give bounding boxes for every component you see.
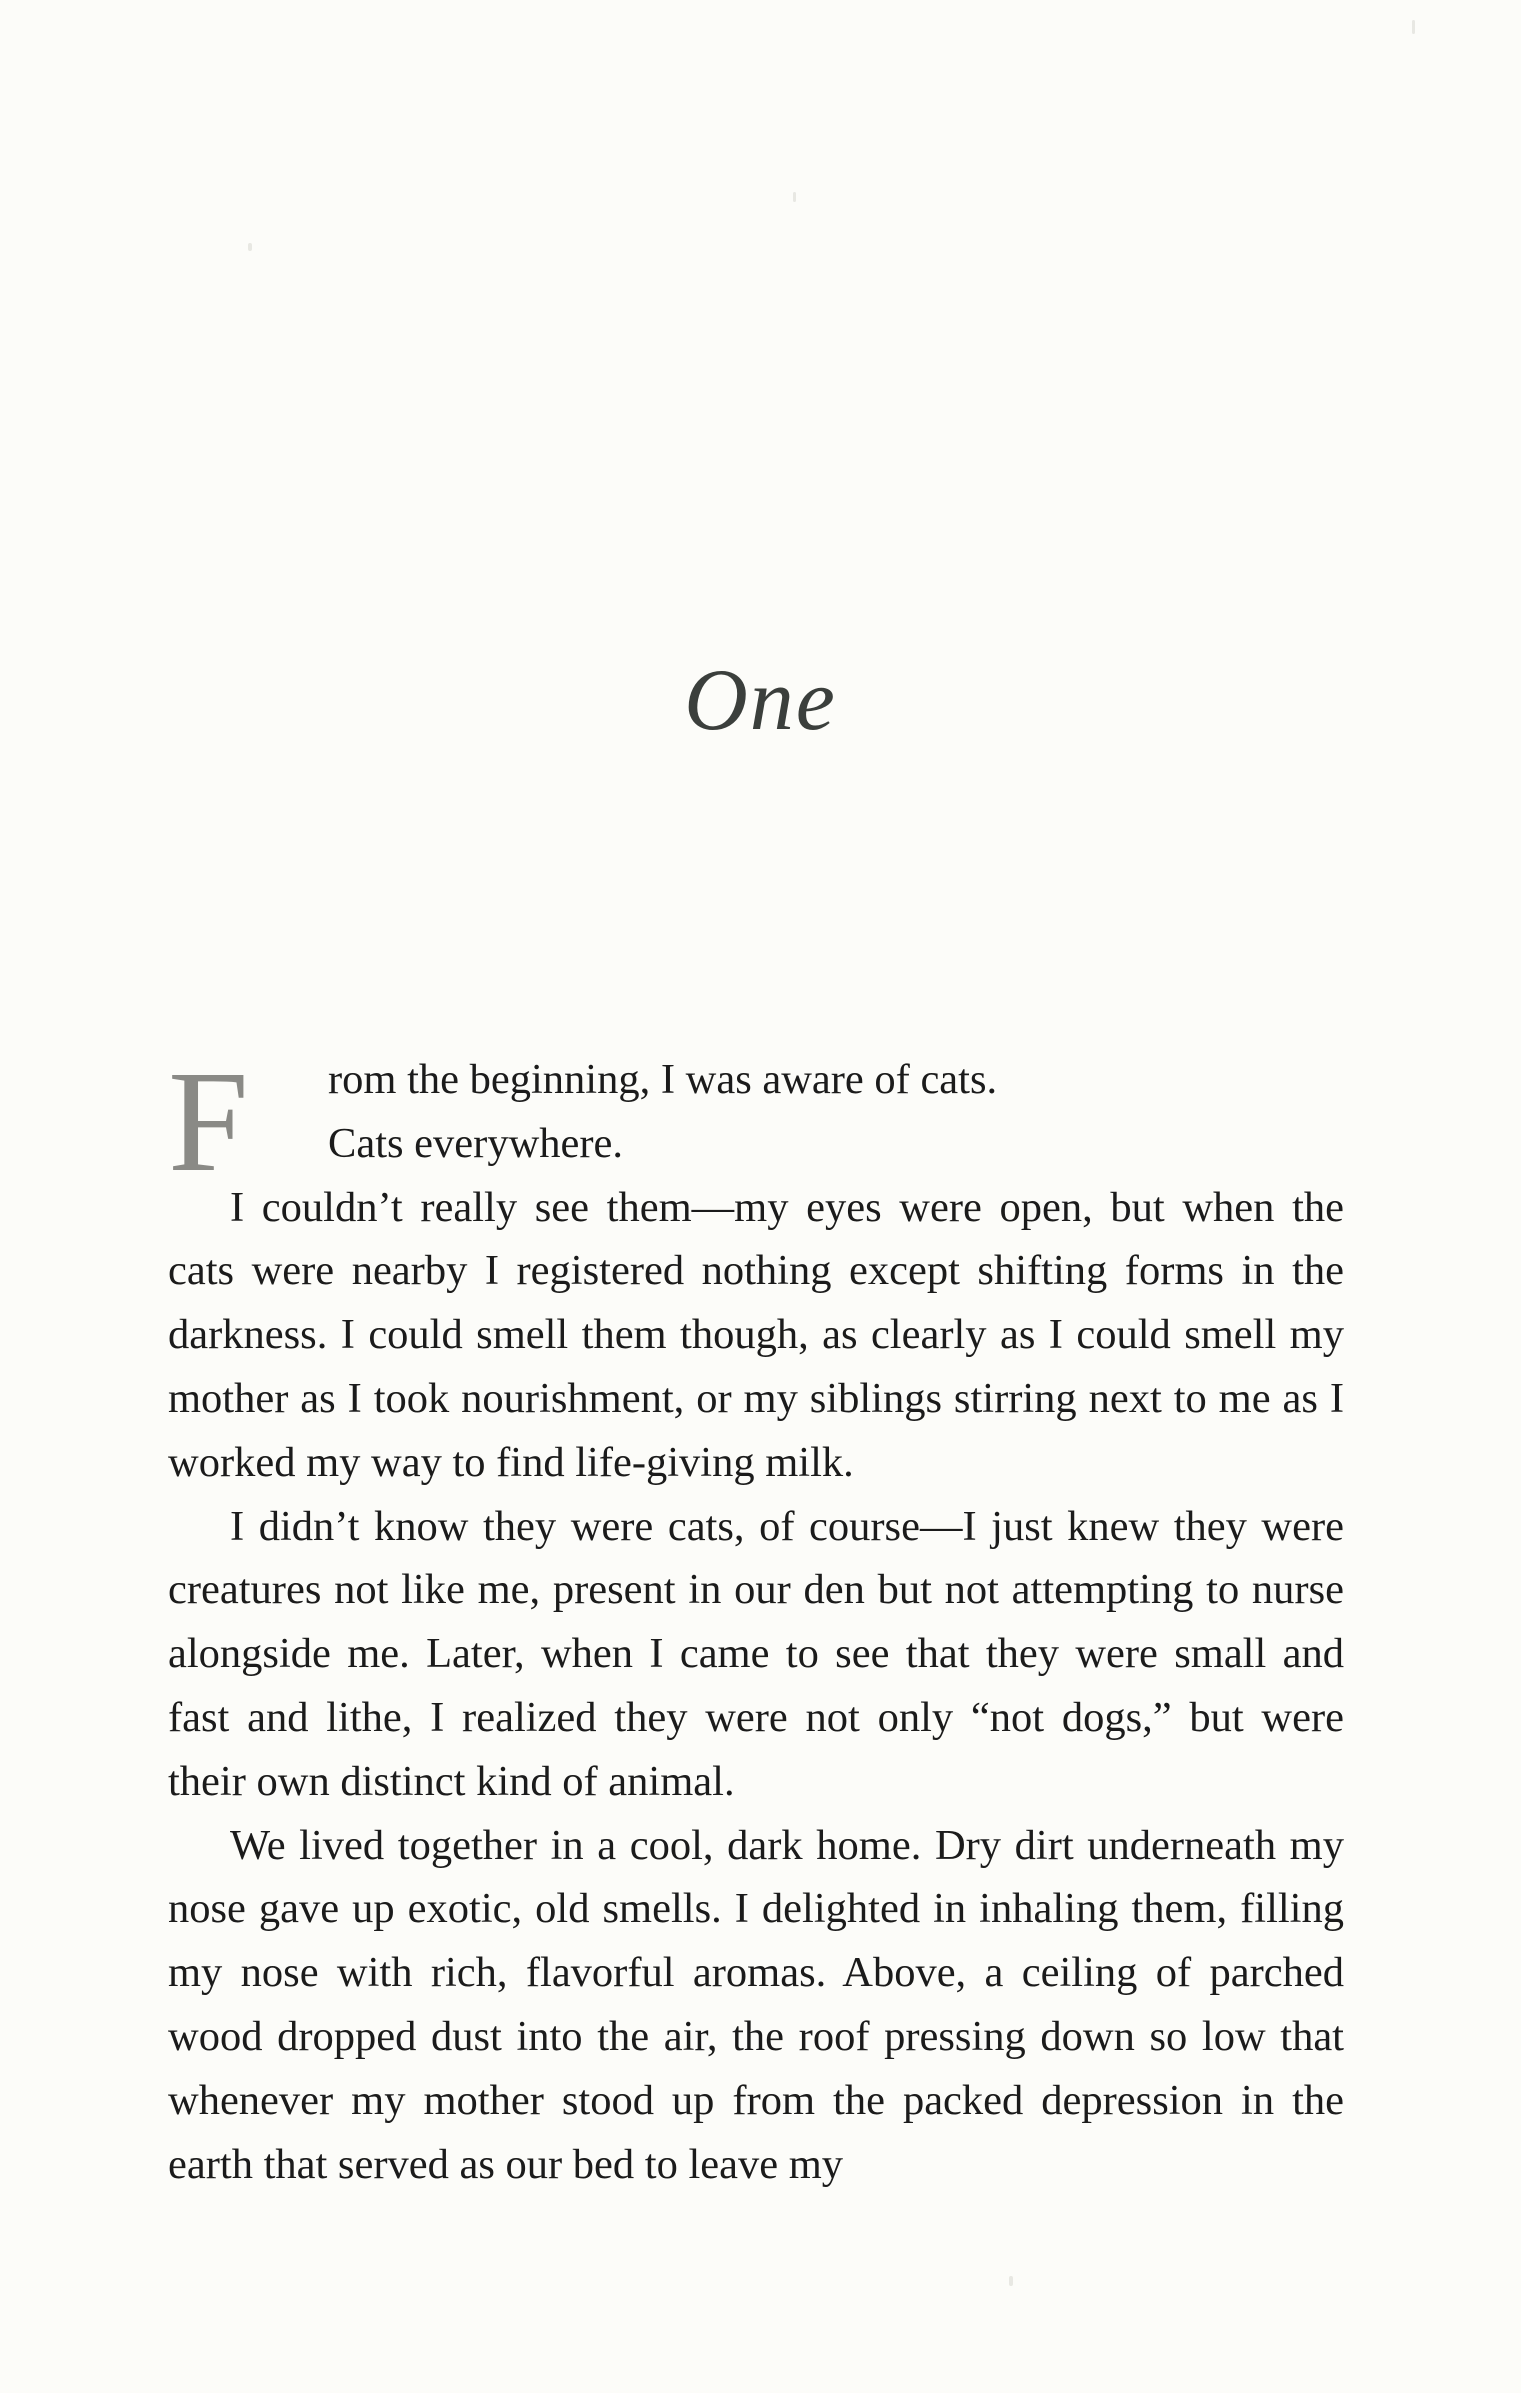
drop-cap-letter: F [168,1042,249,1202]
paragraph-2: I didn’t know they were cats, of course—I just knew they were creatures not like me, present in our den but not attempting to nurse alongside me. Later, when I came to see that they were small and fast and lithe, I realized they were not only “not dogs,” but were their own distinct kind of animal. [168,1502,1344,1805]
paragraph-3: We lived together in a cool, dark home. Dry dirt underneath my nose gave up exotic, old smells. I delighted in inhaling them, filling my nose with rich, flavorful aromas. Above, a ceiling of parched wood dropped dust into the air, the roof pressing down so low that whenever my mother stood up from the packed depression in the earth that served as our bed to leave my [168,1821,1344,2188]
chapter-body-text [168,1042,1344,2196]
paper-speck [1009,2276,1013,2286]
paper-speck [248,243,252,251]
opening-line: rom the beginning, I was aware of cats. [328,1056,998,1103]
paper-speck [1412,20,1415,34]
chapter-title: One [684,652,837,749]
opening-second-line: Cats everywhere. [328,1119,624,1167]
opening-lines [168,1042,1344,1202]
paragraph-1: I couldn’t really see them—my eyes were open, but when the cats were nearby I registered nothing except shifting forms in the darkness. I could smell them though, as clearly as I could smell my mother as I took nourishment, or my siblings stirring next to me as I worked my way to find life-giving milk. [168,1183,1344,1486]
paper-speck [793,192,796,202]
